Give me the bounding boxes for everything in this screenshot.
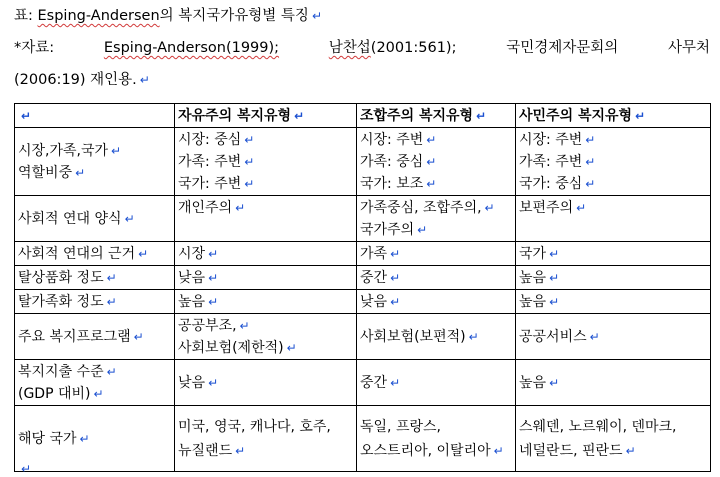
data-cell: 중간 ↵ bbox=[357, 266, 516, 290]
source-lead: *자료: bbox=[14, 40, 55, 56]
data-cell: 사회보험(보편적) ↵ bbox=[357, 314, 516, 360]
data-cell: 시장: 주변 ↵ 가족: 주변 ↵ 국가: 중심 ↵ bbox=[516, 128, 711, 196]
table-row bbox=[15, 128, 711, 196]
column-header: 사민주의 복지유형 ↵ bbox=[516, 104, 711, 128]
document-title: 표: Esping-Andersen의 복지국가유형별 특징 ↵ bbox=[14, 8, 322, 24]
data-cell: 보편주의 ↵ bbox=[516, 196, 711, 242]
table-header-row bbox=[15, 104, 711, 128]
welfare-typology-table bbox=[14, 103, 711, 472]
table-row bbox=[15, 406, 711, 472]
data-cell: 가족중심, 조합주의, ↵ 국가주의 ↵ bbox=[357, 196, 516, 242]
source-author: Esping-Anderson(1999); bbox=[103, 40, 280, 56]
data-cell: 개인주의 ↵ bbox=[175, 196, 357, 242]
table-body bbox=[15, 128, 711, 472]
table-row bbox=[15, 360, 711, 406]
data-cell: 미국, 영국, 캐나다, 호주, 뉴질랜드 ↵ bbox=[175, 406, 357, 472]
row-label-cell: 사회적 연대 양식 ↵ bbox=[15, 196, 175, 242]
data-cell: 시장: 주변 ↵ 가족: 중심 ↵ 국가: 보조 ↵ bbox=[357, 128, 516, 196]
data-cell: 독일, 프랑스, 오스트리아, 이탈리아 ↵ bbox=[357, 406, 516, 472]
data-cell: 낮음 ↵ bbox=[357, 290, 516, 314]
data-cell: 공공부조, ↵ 사회보험(제한적) ↵ bbox=[175, 314, 357, 360]
source-ref3-end: 사무처 bbox=[667, 40, 710, 56]
row-label-cell: 탈가족화 정도 ↵ bbox=[15, 290, 175, 314]
row-label-cell: 탈상품화 정도 ↵ bbox=[15, 266, 175, 290]
row-label-cell: 시장,가족,국가 ↵ 역할비중 ↵ bbox=[15, 128, 175, 196]
data-cell: 중간 ↵ bbox=[357, 360, 516, 406]
data-cell: 낮음 ↵ bbox=[175, 360, 357, 406]
data-cell: 높음 ↵ bbox=[516, 360, 711, 406]
data-cell: 높음 ↵ bbox=[516, 266, 711, 290]
source-ref2: 남찬섭(2001:561); bbox=[328, 40, 457, 56]
data-cell: 시장 ↵ bbox=[175, 242, 357, 266]
row-label-cell: 복지지출 수준 ↵ (GDP 대비) ↵ bbox=[15, 360, 175, 406]
table-row bbox=[15, 242, 711, 266]
paragraph-mark: ↵ bbox=[311, 9, 322, 23]
header-corner-cell: ↵ bbox=[15, 104, 175, 128]
data-cell: 높음 ↵ bbox=[175, 290, 357, 314]
data-cell: 국가 ↵ bbox=[516, 242, 711, 266]
paragraph-mark: ↵ bbox=[21, 462, 32, 476]
data-cell: 공공서비스 ↵ bbox=[516, 314, 711, 360]
source-ref3: 국민경제자문회의 bbox=[506, 40, 619, 56]
data-cell: 낮음 ↵ bbox=[175, 266, 357, 290]
table-row bbox=[15, 290, 711, 314]
row-label-cell: 해당 국가 ↵ bbox=[15, 406, 175, 472]
table-row bbox=[15, 314, 711, 360]
data-cell: 높음 ↵ bbox=[516, 290, 711, 314]
data-cell: 시장: 중심 ↵ 가족: 주변 ↵ 국가: 주변 ↵ bbox=[175, 128, 357, 196]
source-line-continued: (2006:19) 재인용. ↵ bbox=[14, 72, 150, 88]
source-line bbox=[14, 38, 710, 58]
data-cell: 스웨덴, 노르웨이, 덴마크, 네덜란드, 핀란드 ↵ bbox=[516, 406, 711, 472]
table-row bbox=[15, 196, 711, 242]
column-header: 자유주의 복지유형 ↵ bbox=[175, 104, 357, 128]
title-author-name: Esping-Andersen bbox=[37, 8, 160, 24]
data-cell: 가족 ↵ bbox=[357, 242, 516, 266]
column-header: 조합주의 복지유형 ↵ bbox=[357, 104, 516, 128]
table-row bbox=[15, 266, 711, 290]
row-label-cell: 주요 복지프로그램 ↵ bbox=[15, 314, 175, 360]
row-label-cell: 사회적 연대의 근거 ↵ bbox=[15, 242, 175, 266]
paragraph-mark: ↵ bbox=[139, 73, 150, 87]
